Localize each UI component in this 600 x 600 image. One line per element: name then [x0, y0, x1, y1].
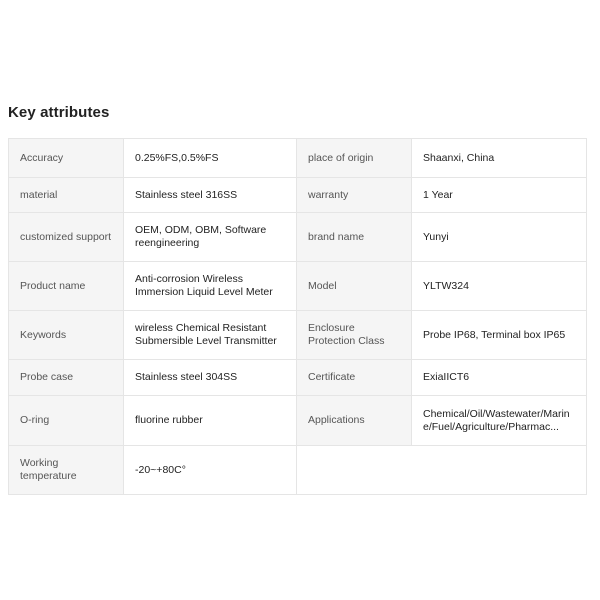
- attribute-label: brand name: [297, 213, 412, 262]
- attribute-label: material: [9, 178, 124, 213]
- attribute-value: YLTW324: [412, 262, 587, 311]
- table-row: [9, 213, 587, 262]
- attribute-value: wireless Chemical Resistant Submersible Level Transmitter: [124, 311, 297, 360]
- attribute-value: -20~+80C°: [124, 446, 297, 495]
- attributes-table: [8, 138, 587, 495]
- attribute-value: OEM, ODM, OBM, Software reengineering: [124, 213, 297, 262]
- attribute-value: ExiaIICT6: [412, 360, 587, 396]
- table-row: [9, 360, 587, 396]
- attribute-value: fluorine rubber: [124, 396, 297, 446]
- attribute-value: Stainless steel 304SS: [124, 360, 297, 396]
- attribute-label: Certificate: [297, 360, 412, 396]
- attribute-label: O-ring: [9, 396, 124, 446]
- attribute-label: Product name: [9, 262, 124, 311]
- table-row: [9, 139, 587, 178]
- attribute-value: 0.25%FS,0.5%FS: [124, 139, 297, 178]
- attribute-value: [412, 396, 587, 446]
- attribute-label: Keywords: [9, 311, 124, 360]
- section-title: Key attributes: [8, 104, 110, 121]
- attribute-label: Enclosure Protection Class: [297, 311, 412, 360]
- table-row: [9, 262, 587, 311]
- attribute-label: Working temperature: [9, 446, 124, 495]
- attribute-label: Accuracy: [9, 139, 124, 178]
- table-row: [9, 396, 587, 446]
- attribute-value: Probe IP68, Terminal box IP65: [412, 311, 587, 360]
- attribute-value: Shaanxi, China: [412, 139, 587, 178]
- table-row: [9, 446, 587, 495]
- key-attributes-section: [8, 103, 586, 495]
- table-row: [9, 178, 587, 213]
- attribute-value: Anti-corrosion Wireless Immersion Liquid Level Meter: [124, 262, 297, 311]
- table-row: [9, 311, 587, 360]
- empty-cell: [297, 446, 587, 495]
- attribute-label: Applications: [297, 396, 412, 446]
- attribute-label: warranty: [297, 178, 412, 213]
- attribute-value: Yunyi: [412, 213, 587, 262]
- attribute-label: Probe case: [9, 360, 124, 396]
- attribute-label: customized support: [9, 213, 124, 262]
- attribute-value: 1 Year: [412, 178, 587, 213]
- attribute-value: Stainless steel 316SS: [124, 178, 297, 213]
- attribute-label: Model: [297, 262, 412, 311]
- attribute-label: place of origin: [297, 139, 412, 178]
- attribute-value-text: Chemical/Oil/Wastewater/Marine/Fuel/Agriculture/Pharmac...: [423, 407, 570, 433]
